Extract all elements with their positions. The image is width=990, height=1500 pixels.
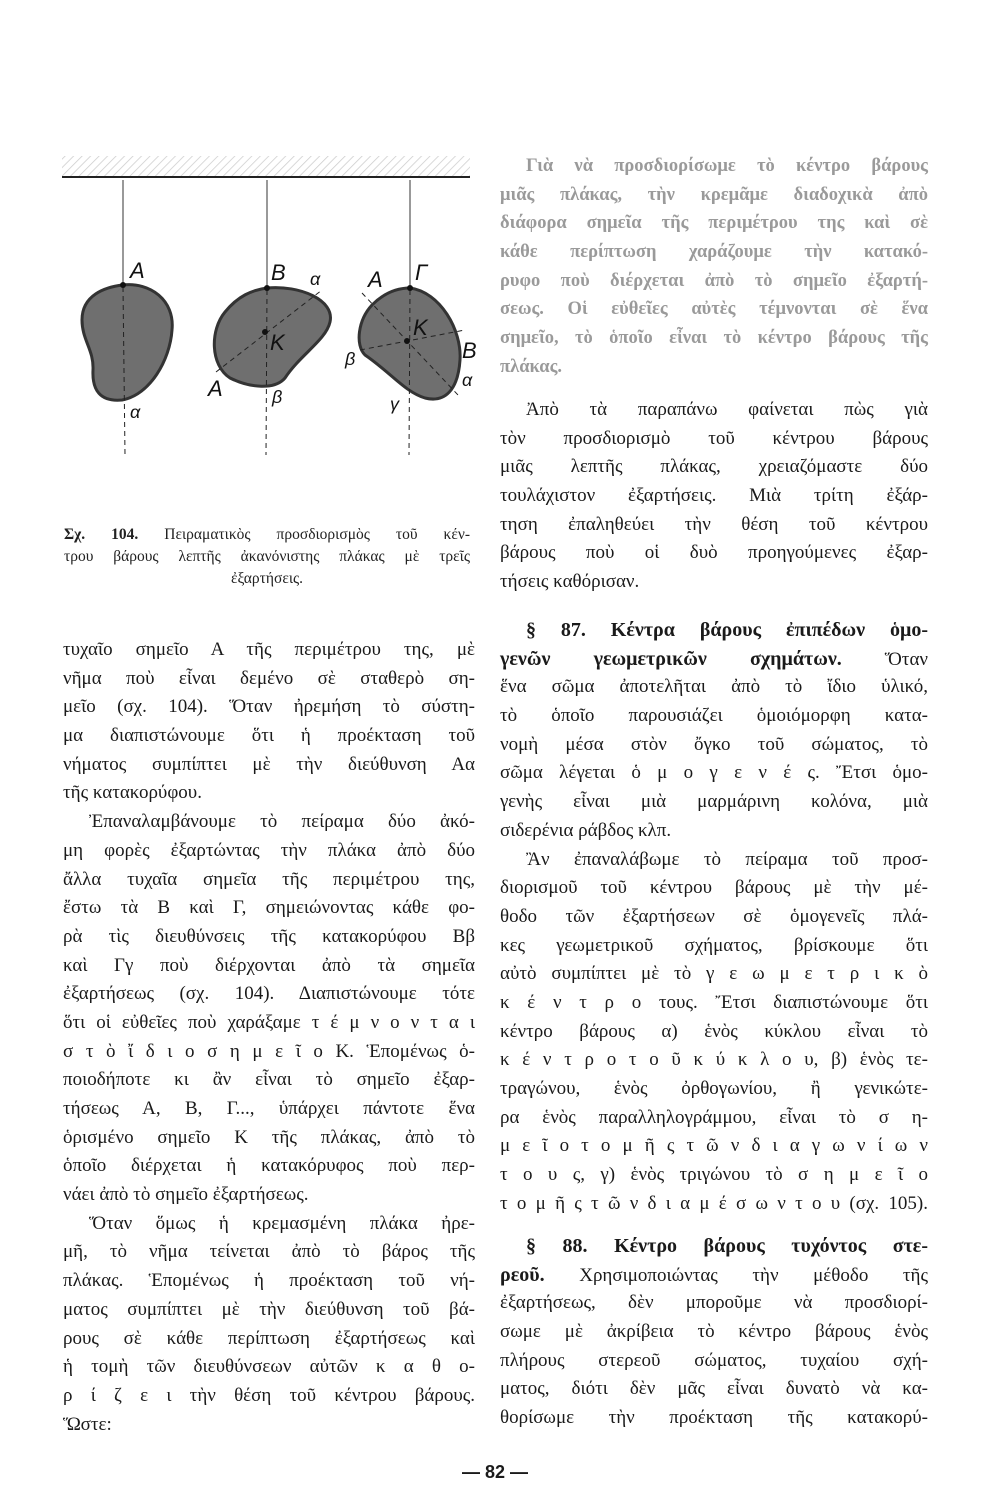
text-line: κ έ ν τ ρ ο τ ο ῦ κ ύ κ λ ο υ, β) ἑνὸς τε- — [500, 1049, 928, 1071]
text-line: νῆμα ποὺ εἶναι δεμένο σὲ σταθερὸ ση- — [63, 667, 475, 689]
text-line: διάφορα σημεῖα τῆς περιμέτρου της καὶ σὲ — [500, 213, 928, 234]
text-line: ὅτι οἱ εὐθεῖες ποὺ χαράξαμε τ έ μ ν ο ν τ α ι — [63, 1011, 475, 1033]
section-88-heading: § 88. Κέντρο βάρους τυχόντος στε- — [526, 1235, 928, 1257]
text-line: σεως. Οἱ εὐθεῖες αὐτὲς τέμνονται σὲ ἕνα — [500, 299, 928, 320]
text-line: θοδο τῶν ἐξαρτήσεων σὲ ὁμογενεῖς πλά- — [500, 905, 928, 927]
text-line: τηση ἐπαληθεύει τὴν θέση τοῦ κέντρου — [500, 513, 928, 535]
right-column — [500, 396, 928, 597]
text-line: σωμε μὲ ἀκρίβεια τὸ κέντρο βάρους ἑνὸς — [500, 1321, 928, 1343]
text-line: τυχαῖο σημεῖο Α τῆς περιμέτρου της, μὲ — [63, 639, 475, 660]
center-k-3 — [404, 338, 410, 344]
text-line: αὐτὸ συμπίπτει μὲ τὸ γ ε ω μ ε τ ρ ι κ ὸ — [500, 963, 928, 985]
text-line: βάρους ποὺ οἱ δυὸ προηγούμενες ἐξαρ- — [500, 542, 928, 564]
label-G: Γ — [415, 260, 428, 285]
text-line: τ ο υ ς, γ) ἑνὸς τριγώνου τὸ σ η μ ε ῖ ο — [500, 1164, 928, 1186]
text-line: ρους σὲ κάθε περίπτωση ἐξαρτήσεως καὶ — [63, 1327, 475, 1349]
text-line: τραγώνου, ἑνὸς ὀρθογωνίου, ἢ γενικώτε- — [500, 1078, 928, 1099]
paragraph — [500, 673, 928, 845]
paragraph — [500, 846, 928, 1219]
paragraph — [63, 1210, 475, 1440]
paragraph — [63, 636, 475, 808]
text-line: ἐξαρτήσεως (σχ. 104). Διαπιστώνουμε τότε — [63, 983, 475, 1005]
paragraph — [500, 152, 928, 382]
paragraph — [500, 396, 928, 597]
text-line: πλάκας. Ἑπομένως ἡ προέκταση τοῦ νή- — [63, 1270, 475, 1292]
left-column — [63, 636, 475, 1439]
text-line: νομὴ μέσα στὸν ὄγκο τοῦ σώματος, τὸ — [500, 733, 928, 755]
text-line: νάει ἀπὸ τὸ σημεῖο ἐξαρτήσεως. — [63, 1184, 309, 1206]
paragraph — [500, 1289, 928, 1432]
text-line: ἄλλα τυχαῖα σημεῖα τῆς περιμέτρου της, — [63, 868, 475, 890]
text-line: τουλάχιστον ἐξαρτήσεις. Μιὰ τρίτη ἐξάρ- — [500, 485, 928, 507]
page-number: — 82 — — [461, 1462, 529, 1482]
text-line: ρα ἑνὸς παραλληλογράμμου, εἶναι τὸ σ η- — [500, 1106, 928, 1128]
paragraph — [63, 808, 475, 1210]
ceiling-hatch — [62, 156, 470, 176]
text-line: σ τ ὸ ἴ δ ι ο σ η μ ε ῖ ο Κ. Ἑπομένως ὁ- — [63, 1040, 475, 1062]
text-line: σιδερένια ράβδος κλπ. — [500, 819, 672, 841]
text-line: μ ε ῖ ο τ ο μ ῆ ς τ ῶ ν δ ι α γ ω ν ί ω ν — [500, 1135, 928, 1157]
label-A: A — [130, 258, 145, 283]
text-line: κέντρο βάρους α) ἑνὸς κύκλου εἶναι τὸ — [500, 1020, 928, 1042]
text-line: νήματος συμπίπτει μὲ τὴν διεύθυνση Αα — [63, 753, 475, 775]
text-line: ματος συμπίπτει μὲ τὴν διεύθυνση τοῦ βά- — [63, 1298, 475, 1320]
text-line: ὁποῖο διέρχεται ἡ κατακόρυφος ποὺ περ- — [63, 1155, 475, 1177]
text-line: ρυφο ποὺ διέρχεται ἀπὸ τὸ σημεῖο ἐξαρτή- — [500, 270, 928, 291]
caption-number: Σχ. 104. — [64, 526, 139, 543]
center-k-2 — [262, 329, 268, 335]
label-a2: α — [310, 269, 321, 289]
text-line: τῆς κατακορύφου. — [63, 782, 202, 804]
text-line: ἕνα σῶμα ἀποτελῆται ἀπὸ τὸ ἴδιο ὑλικό, — [500, 676, 928, 698]
section-87-heading: § 87. Κέντρα βάρους ἐπιπέδων ὁμο- — [526, 619, 928, 641]
text-line: ἔστω τὰ Β καὶ Γ, σημειώνοντας κάθε φο- — [63, 897, 475, 919]
text-line: τήσεως Α, Β, Γ..., ὑπάρχει πάντοτε ἕνα — [63, 1098, 475, 1119]
text-line: γενὴς εἶναι μιὰ μαρμάρινη κολόνα, μιὰ — [500, 791, 928, 813]
label-A3: A — [368, 267, 383, 292]
text-line: ρ ί ζ ε ι τὴν θέση τοῦ κέντρου βάρους. — [63, 1384, 475, 1406]
text-line: μιᾶς πλάκας, τὴν κρεμᾶμε διαδοχικὰ ἀπὸ — [500, 184, 928, 205]
text-line: ματος, διότι δὲν μᾶς εἶναι δυνατὸ νὰ κα- — [500, 1378, 928, 1400]
text-line: πλάκας. — [500, 356, 563, 377]
text-line: τ ο μ ῆ ς τ ῶ ν δ ι α μ έ σ ω ν τ ο υ (σχ. 105). — [500, 1192, 928, 1214]
text-line: μιᾶς λεπτῆς πλάκας, χρειαζόμαστε δύο — [500, 456, 928, 478]
summary-box — [500, 152, 928, 382]
text-line: κάθε περίπτωση χαράζουμε τὴν κατακό- — [500, 242, 928, 263]
text-line: μῆ, τὸ νῆμα τείνεται ἀπὸ τὸ βάρος τῆς — [63, 1241, 475, 1263]
text-line: Γιὰ νὰ προσδιορίσωμε τὸ κέντρο βάρους — [526, 156, 928, 176]
text-line: Ἐπαναλαμβάνουμε τὸ πείραμα δύο ἀκό- — [89, 811, 475, 833]
figure-caption: Σχ. 104. Πειραματικὸς προσδιορισμὸς τοῦ κέν- τρου βάρους λεπτῆς ἀκανόνιστης πλάκας μὲ τρεῖς ἐξαρτήσεις. — [64, 526, 471, 587]
text-line: μα διαπιστώνουμε ὅτι ἡ προέκταση τοῦ — [63, 725, 475, 747]
text-line: τὸ ὁποῖο παρουσιάζει ὁμοιόμορφη κατα- — [500, 705, 928, 727]
text-line: κ έ ν τ ρ ο τους. Ἔτσι διαπιστώνουμε ὅτι — [500, 991, 928, 1013]
text-line: ἐξαρτήσεως, δὲν μποροῦμε νὰ προσδιορί- — [500, 1292, 928, 1314]
label-B: B — [271, 260, 286, 285]
text-line: ποιοδήποτε κι ἂν εἶναι τὸ σημεῖο ἐξαρ- — [63, 1069, 475, 1091]
label-a: α — [130, 402, 141, 422]
section-87-heading-cont: γενῶν γεωμετρικῶν σχημάτων. — [500, 647, 842, 670]
text-line: μεῖο (σχ. 104). Ὅταν ἠρεμήση τὸ σύστη- — [63, 696, 475, 718]
text-line: Ὥστε: — [63, 1413, 112, 1435]
text-line: ὁρισμένο σημεῖο Κ τῆς πλάκας, ἀπὸ τὸ — [63, 1126, 475, 1148]
text-line: Ἀπὸ τὰ παραπάνω φαίνεται πὼς γιὰ — [526, 399, 928, 420]
text-line: ἡ τομὴ τῶν διευθύνσεων αὐτῶν κ α θ ο- — [63, 1356, 475, 1378]
label-a3: α — [462, 370, 473, 390]
text-line: σημεῖο, τὸ ὁποῖο εἶναι τὸ κέντρο βάρους τῆς — [500, 328, 928, 349]
text-line: πλήρους στερεοῦ σώματος, τυχαίου σχή- — [500, 1349, 928, 1371]
text-line: διορισμοῦ τοῦ κέντρου βάρους μὲ τὴν μέ- — [500, 877, 928, 899]
plate-1 — [82, 285, 172, 401]
section-87: § 87. Κέντρα βάρους ἐπιπέδων ὁμο- γενῶν γεωμετρικῶν σχημάτων. Ὅταν ἕνα σῶμα ἀποτελῆται ἀπὸ τὸ ἴδιο ὑλικό, τὸ ὁποῖο παρουσιάζει ὁμοιόμορφη κατα- νομὴ μέσα στὸν ὄγκο τοῦ σώματος, τὸ σῶμα λέγεται ὁ μ ο γ ε ν έ ς. Ἔτσι ὁμο- γενὴς εἶναι μιὰ μαρμάρινη κολόνα, μιὰ σιδερένια ράβδος κλπ. Ἂν ἐπαναλάβωμε τὸ πείραμα τοῦ προσ- διορισμοῦ τοῦ κέντρου βάρους μὲ τὴν μέ- θοδο τῶν ἐξαρτήσεων σὲ ὁμογενεῖς πλά- κες γεωμετρικοῦ σχήματος, βρίσκουμε ὅτι αὐτὸ συμπίπτει μὲ τὸ γ ε ω μ ε τ ρ ι κ ὸ κ έ ν τ ρ ο τους. Ἔτσι διαπιστώνουμε ὅτι κέντρο βάρους α) ἑνὸς κύκλου εἶναι τὸ κ έ ν τ ρ ο τ ο ῦ κ ύ κ λ ο υ, β) ἑνὸς τε- τραγώνου, ἑνὸς ὀρθογωνίου, ἢ γενικώτε- ρα ἑνὸς παραλληλογράμμου, εἶναι τὸ σ η- μ ε ῖ ο τ ο μ ῆ ς τ ῶ ν δ ι α γ ω ν ί ω ν τ ο υ ς, γ) ἑνὸς τριγώνου τὸ σ η μ ε ῖ ο τ ο μ ῆ ς τ ῶ ν δ ι α μ έ σ ω ν τ ο υ (σχ. 105). — [500, 616, 928, 1218]
section-88-heading-cont: ρεοῦ. — [500, 1263, 545, 1286]
label-b: β — [272, 387, 283, 407]
label-g: γ — [390, 394, 399, 414]
text-line: θορίσωμε τὴν προέκταση τῆς κατακορύ- — [500, 1407, 928, 1429]
label-B2: B — [462, 338, 477, 363]
text-line: κες γεωμετρικοῦ σχήματος, βρίσκουμε ὅτι — [500, 934, 928, 956]
label-A2: A — [208, 376, 223, 401]
text-line: σῶμα λέγεται ὁ μ ο γ ε ν έ ς. Ἔτσι ὁμο- — [500, 762, 928, 784]
text-line: μη φορὲς ἐξαρτώντας τὴν πλάκα ἀπὸ δύο — [63, 839, 475, 861]
text-line: Ὅταν ὅμως ἡ κρεμασμένη πλάκα ἠρε- — [89, 1212, 475, 1234]
section-88: § 88. Κέντρο βάρους τυχόντος στε- ρεοῦ. Χρησιμοποιώντας τὴν μέθοδο τῆς ἐξαρτήσεως, δὲν μποροῦμε νὰ προσδιορί- σωμε μὲ ἀκρίβεια τὸ κέντρο βάρους ἑνὸς πλήρους στερεοῦ σώματος, τυχαίου σχή- ματος, διότι δὲν μᾶς εἶναι δυνατὸ νὰ κα- θορίσωμε τὴν προέκταση τῆς κατακορύ- — [500, 1232, 928, 1433]
text-line: τήσεις καθόρισαν. — [500, 571, 640, 593]
text-line: καὶ Γγ ποὺ διέρχονται ἀπὸ τὰ σημεῖα — [63, 954, 475, 976]
label-K2: K — [413, 315, 428, 340]
label-K: K — [270, 330, 285, 355]
text-line: Ἂν ἐπαναλάβωμε τὸ πείραμα τοῦ προσ- — [526, 848, 928, 870]
text-line: τὸν προσδιορισμὸ τοῦ κέντρου βάρους — [500, 427, 928, 449]
label-b2: β — [345, 349, 356, 369]
text-line: ρὰ τὶς διευθύνσεις τῆς κατακορύφου Ββ — [63, 925, 475, 947]
figure-104 — [0, 0, 520, 520]
